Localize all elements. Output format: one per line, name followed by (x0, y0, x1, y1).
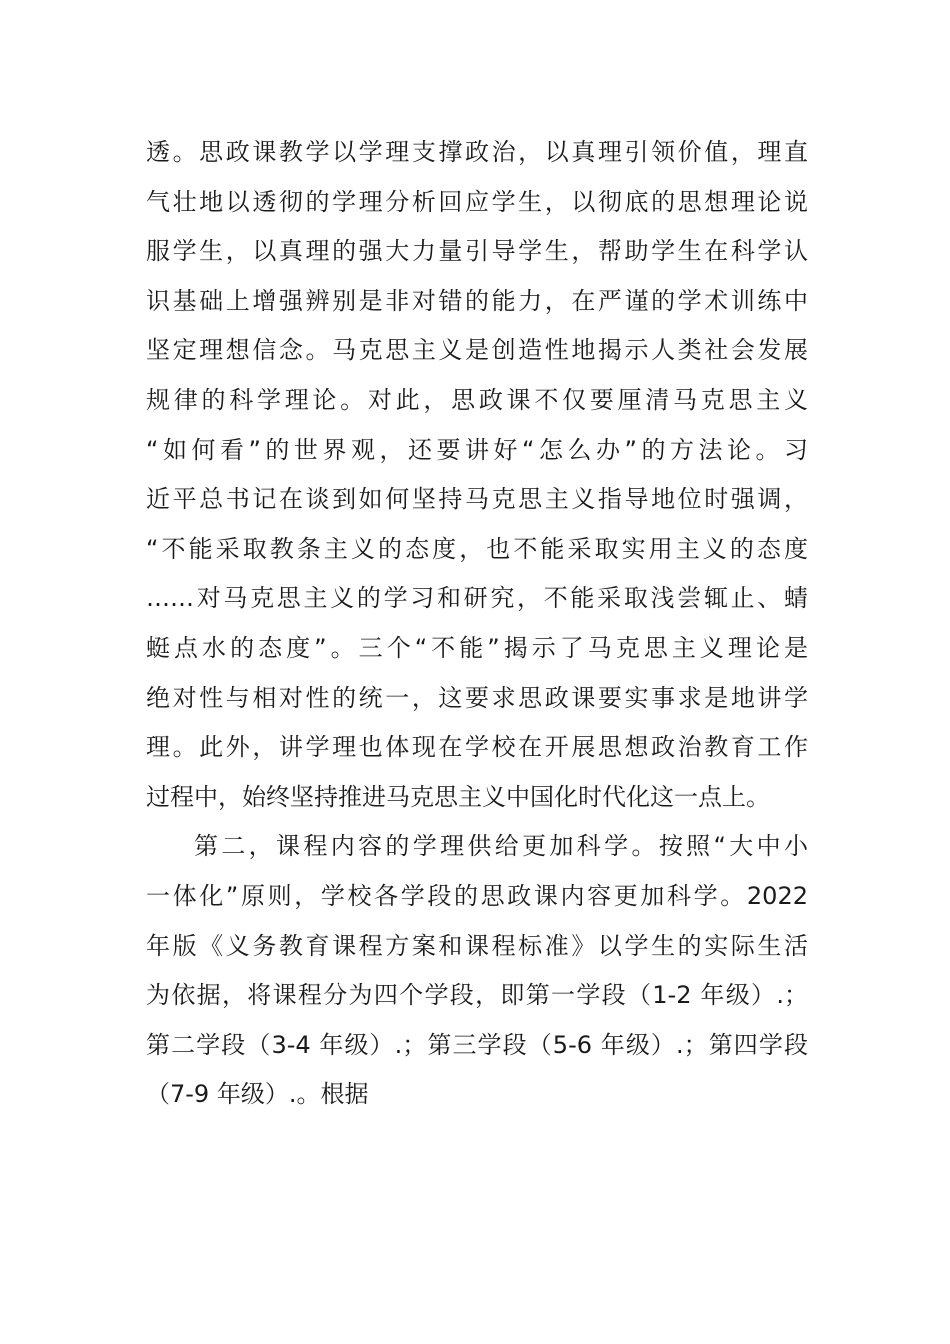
text-line: 蜓点水的态度”。三个“不能”揭示了马克思主义理论是 (146, 633, 808, 662)
text-line: 理。此外，讲学理也体现在学校在开展思想政治教育工作 (146, 733, 808, 762)
text-line: “如何看”的世界观，还要讲好“怎么办”的方法论。习 (146, 435, 808, 464)
text-line: 识基础上增强辨别是非对错的能力，在严谨的学术训练中 (146, 286, 808, 315)
text-line: ……对马克思主义的学习和研究，不能采取浅尝辄止、蜻 (146, 584, 808, 613)
text-line: 规律的科学理论。对此，思政课不仅要厘清马克思主义 (146, 385, 808, 414)
text-line: （7-9 年级）.。根据 (146, 1080, 369, 1109)
paragraph-1 (146, 128, 808, 822)
text-line: 坚定理想信念。马克思主义是创造性地揭示人类社会发展 (146, 336, 808, 365)
text-line: “不能采取教条主义的态度，也不能采取实用主义的态度 (146, 534, 808, 563)
text-line: 近平总书记在谈到如何坚持马克思主义指导地位时强调， (146, 485, 808, 514)
text-line: 为依据，将课程分为四个学段，即第一学段（1-2 年级）.； (146, 981, 808, 1010)
text-line: 绝对性与相对性的统一，这要求思政课要实事求是地讲学 (146, 683, 808, 712)
text-line: 第二学段（3-4 年级）.；第三学段（5-6 年级）.；第四学段 (146, 1030, 808, 1059)
text-line: 透。思政课教学以学理支撑政治，以真理引领价值，理直 (146, 138, 808, 166)
text-line: 服学生，以真理的强大力量引导学生，帮助学生在科学认 (146, 237, 808, 266)
paragraph-2 (146, 822, 808, 1120)
body-text (146, 128, 808, 1120)
text-line: 过程中，始终坚持推进马克思主义中国化时代化这一点上。 (146, 782, 770, 811)
text-line: 第二，课程内容的学理供给更加科学。按照“大中小 (194, 832, 808, 861)
text-line: 一体化”原则，学校各学段的思政课内容更加科学。2022 (146, 881, 808, 910)
text-line: 气壮地以透彻的学理分析回应学生，以彻底的思想理论说 (146, 187, 808, 216)
text-line: 年版《义务教育课程方案和课程标准》以学生的实际生活 (146, 931, 808, 960)
